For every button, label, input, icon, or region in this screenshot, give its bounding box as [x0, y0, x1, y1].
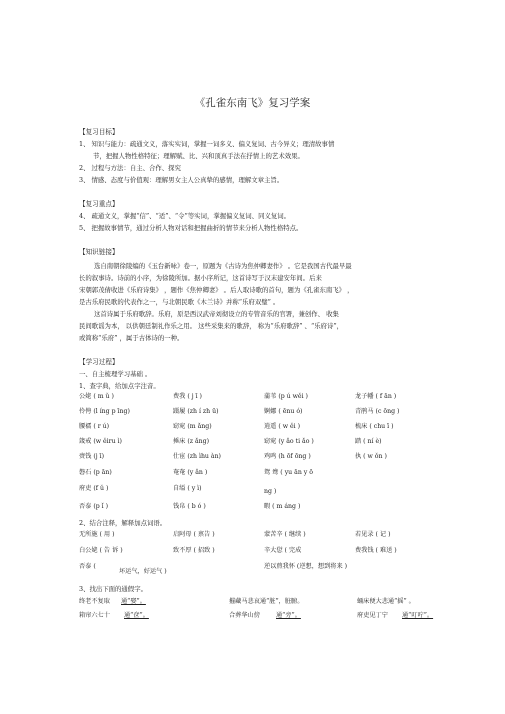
word-cell: 蒙苦辛 ( 继续 ): [264, 531, 306, 538]
word-cell: 启阿母 ( 禀告 ): [173, 531, 215, 538]
word-cell: 若见录 ( 记 ): [355, 531, 391, 538]
pinyin-cell: 暇 ( m áng ): [264, 503, 301, 510]
focus-line-1: 4、 疏通文义，掌握“信”、“适”、“令”等实词，掌握偏义复词、同义复词。: [79, 212, 291, 220]
tongjia-word: 摧藏马悲哀通“脏”，脏腑。: [229, 598, 304, 605]
pinyin-cell: 奄奄 (y ǎn ): [173, 469, 208, 476]
pinyin-cell: 逍遥 ( w ěi ): [264, 423, 301, 430]
tongjia-word: 箱帘六七十: [79, 612, 110, 619]
pinyin-cell: 仕宦 (zh ìhu àn): [173, 453, 221, 460]
goals-heading: 【复习目标】: [79, 128, 119, 136]
word-cell: 白公姥 ( 告 诉 ): [79, 547, 123, 554]
focus-heading: 【复习重点】: [79, 200, 119, 208]
step1-question: 1、查字典，给加点字注音。: [79, 382, 160, 390]
pinyin-cell: 自缢 ( y ì): [173, 485, 202, 492]
pinyin-cell: 府吏 (f ǔ ): [79, 485, 109, 492]
link-line-4: 是古乐府民歌的代表作之一，与北朝民歌《木兰诗》并称“乐府双璧” 。: [79, 298, 280, 306]
pinyin-cell: 鸡鸣 (h ōf ōng ): [264, 453, 311, 460]
pinyin-cell: 窈窕 (y ǎo ti ǎo ): [264, 438, 314, 445]
focus-line-2: 5、 把握故事情节，通过分析人物对话和把握曲折的情节来分析人物性格特点。: [79, 224, 303, 232]
pinyin-cell: 钱帛 ( b ó ): [173, 503, 206, 510]
tongjia-answer: 通“叮咛”。: [402, 612, 434, 619]
pinyin-cell: 鸳 鸯 ( yu ān y ō: [264, 469, 313, 476]
pinyin-cell: 伶俜 (l íng p īng): [79, 408, 130, 415]
pinyin-cell: 窈窕 (m ǎng): [173, 423, 212, 430]
pinyin-cell: 赍钱 (j ī): [79, 453, 105, 460]
link-line-2: 长的叙事诗。诗前的小序，为徐陵所加。据小序所记，这首诗写于汉末建安年间。后来: [79, 274, 322, 282]
goal-line-2: 节，把握人物性格特征；理解赋、比、兴和顶真手法在抒情上的艺术效果。: [93, 152, 304, 160]
pinyin-cell: 捶床 (z ǎng): [173, 438, 210, 445]
pinyin-cell: 青鹃马 (c ōng ): [355, 408, 400, 415]
process-heading: 【学习过程】: [79, 358, 119, 366]
pinyin-cell: 蹑履 (zh í zh ū): [173, 408, 219, 415]
pinyin-cell: 婀娜 ( ēnu ó): [264, 408, 303, 415]
goal-line-1: 1、 知识与能力：疏通文义，落实实词，掌握一词多义、偏义复词、古今异义；理清故事情: [79, 140, 335, 148]
tongjia-word: 合葬华山傍: [229, 612, 260, 619]
tongjia-word: 终老不复取: [79, 598, 110, 605]
link-line-5: 这首诗属于乐府歌辞。乐府，原是西汉武帝刘彻设立的专管音乐的官署，兼创作、 收集: [94, 310, 339, 318]
pinyin-cell: 磐石 (p ān): [79, 469, 112, 476]
goal-line-4: 3、 情感、态度与价值观：理解男女主人公真挚的感情，理解文章主旨。: [79, 176, 284, 184]
pinyin-cell: 执 ( w ǒn ): [355, 453, 387, 460]
link-line-1: 选自南朝徐陵编的《玉台新咏》卷一，原题为《古诗为焦仲卿妻作》 。它是我国古代最早最: [94, 262, 352, 270]
pinyin-cell: 龙子幡 ( f ān ): [355, 393, 397, 400]
step2-question: 2、结合注释，解释加点词语。: [79, 519, 167, 527]
word-cell: 费我钱 ( 难送 ): [355, 547, 397, 554]
tongjia-answer: 通“旁”。: [276, 612, 301, 619]
tongjia-word: 蛹床便大悲通“摇” 。: [357, 598, 415, 605]
tongjia-answer: 通“娶”。: [121, 598, 146, 605]
word-cell: 坏运气，好运气 ): [119, 568, 167, 575]
word-cell: 逆以煎我怀 (逆想，想到将来 ): [264, 563, 348, 570]
tongjia-word: 府吏见丁宁: [357, 612, 388, 619]
goal-line-3: 2、 过程与方法：自主、合作、探究: [79, 164, 181, 172]
pinyin-cell: ng ): [264, 488, 277, 495]
page-title: 《孔雀东南飞》复习学案: [194, 97, 311, 109]
step3-question: 3、找出下面的通假字。: [79, 585, 147, 593]
pinyin-cell: 腰襦 ( r ú): [79, 423, 110, 430]
pinyin-cell: 蒲苇 (p ú wěi ): [264, 393, 308, 400]
tongjia-answer: 通“奁”。: [124, 612, 149, 619]
link-line-7: 或简称“乐府” ，属于古体诗的一种。: [79, 334, 184, 342]
link-line-6: 民间歌谣为本， 以供朝廷制礼作乐之用。 这些采集来的歌辞， 称为“乐府歌辞” 、“乐府诗”，: [79, 322, 344, 330]
link-heading: 【知识链接】: [79, 248, 119, 256]
pinyin-cell: 公姥 ( m ǔ ): [79, 393, 114, 400]
pinyin-cell: 踏 ( ní è): [355, 438, 382, 445]
pinyin-cell: 箴戒 (w ěiru ì): [79, 438, 122, 445]
link-line-3: 宋朝郭茂倩收进《乐府诗集》 ，题作《焦仲卿妻》 。后人取诗歌的首句，题为《孔雀东南飞》 ，: [79, 286, 354, 294]
pinyin-cell: 梳床 ( chu ī ): [355, 423, 394, 430]
word-cell: 无所施 ( 用 ): [79, 531, 115, 538]
word-cell: 否泰 (: [79, 563, 96, 570]
word-cell: 致不厚 ( 招致 ): [173, 547, 215, 554]
step1-heading: 一、自主梳理学习基础 。: [79, 370, 152, 378]
word-cell: 辛大愆 ( 完成: [264, 547, 302, 554]
pinyin-cell: 费我 ( j ī ): [173, 393, 202, 400]
pinyin-cell: 否泰 (p ǐ ): [79, 503, 109, 510]
